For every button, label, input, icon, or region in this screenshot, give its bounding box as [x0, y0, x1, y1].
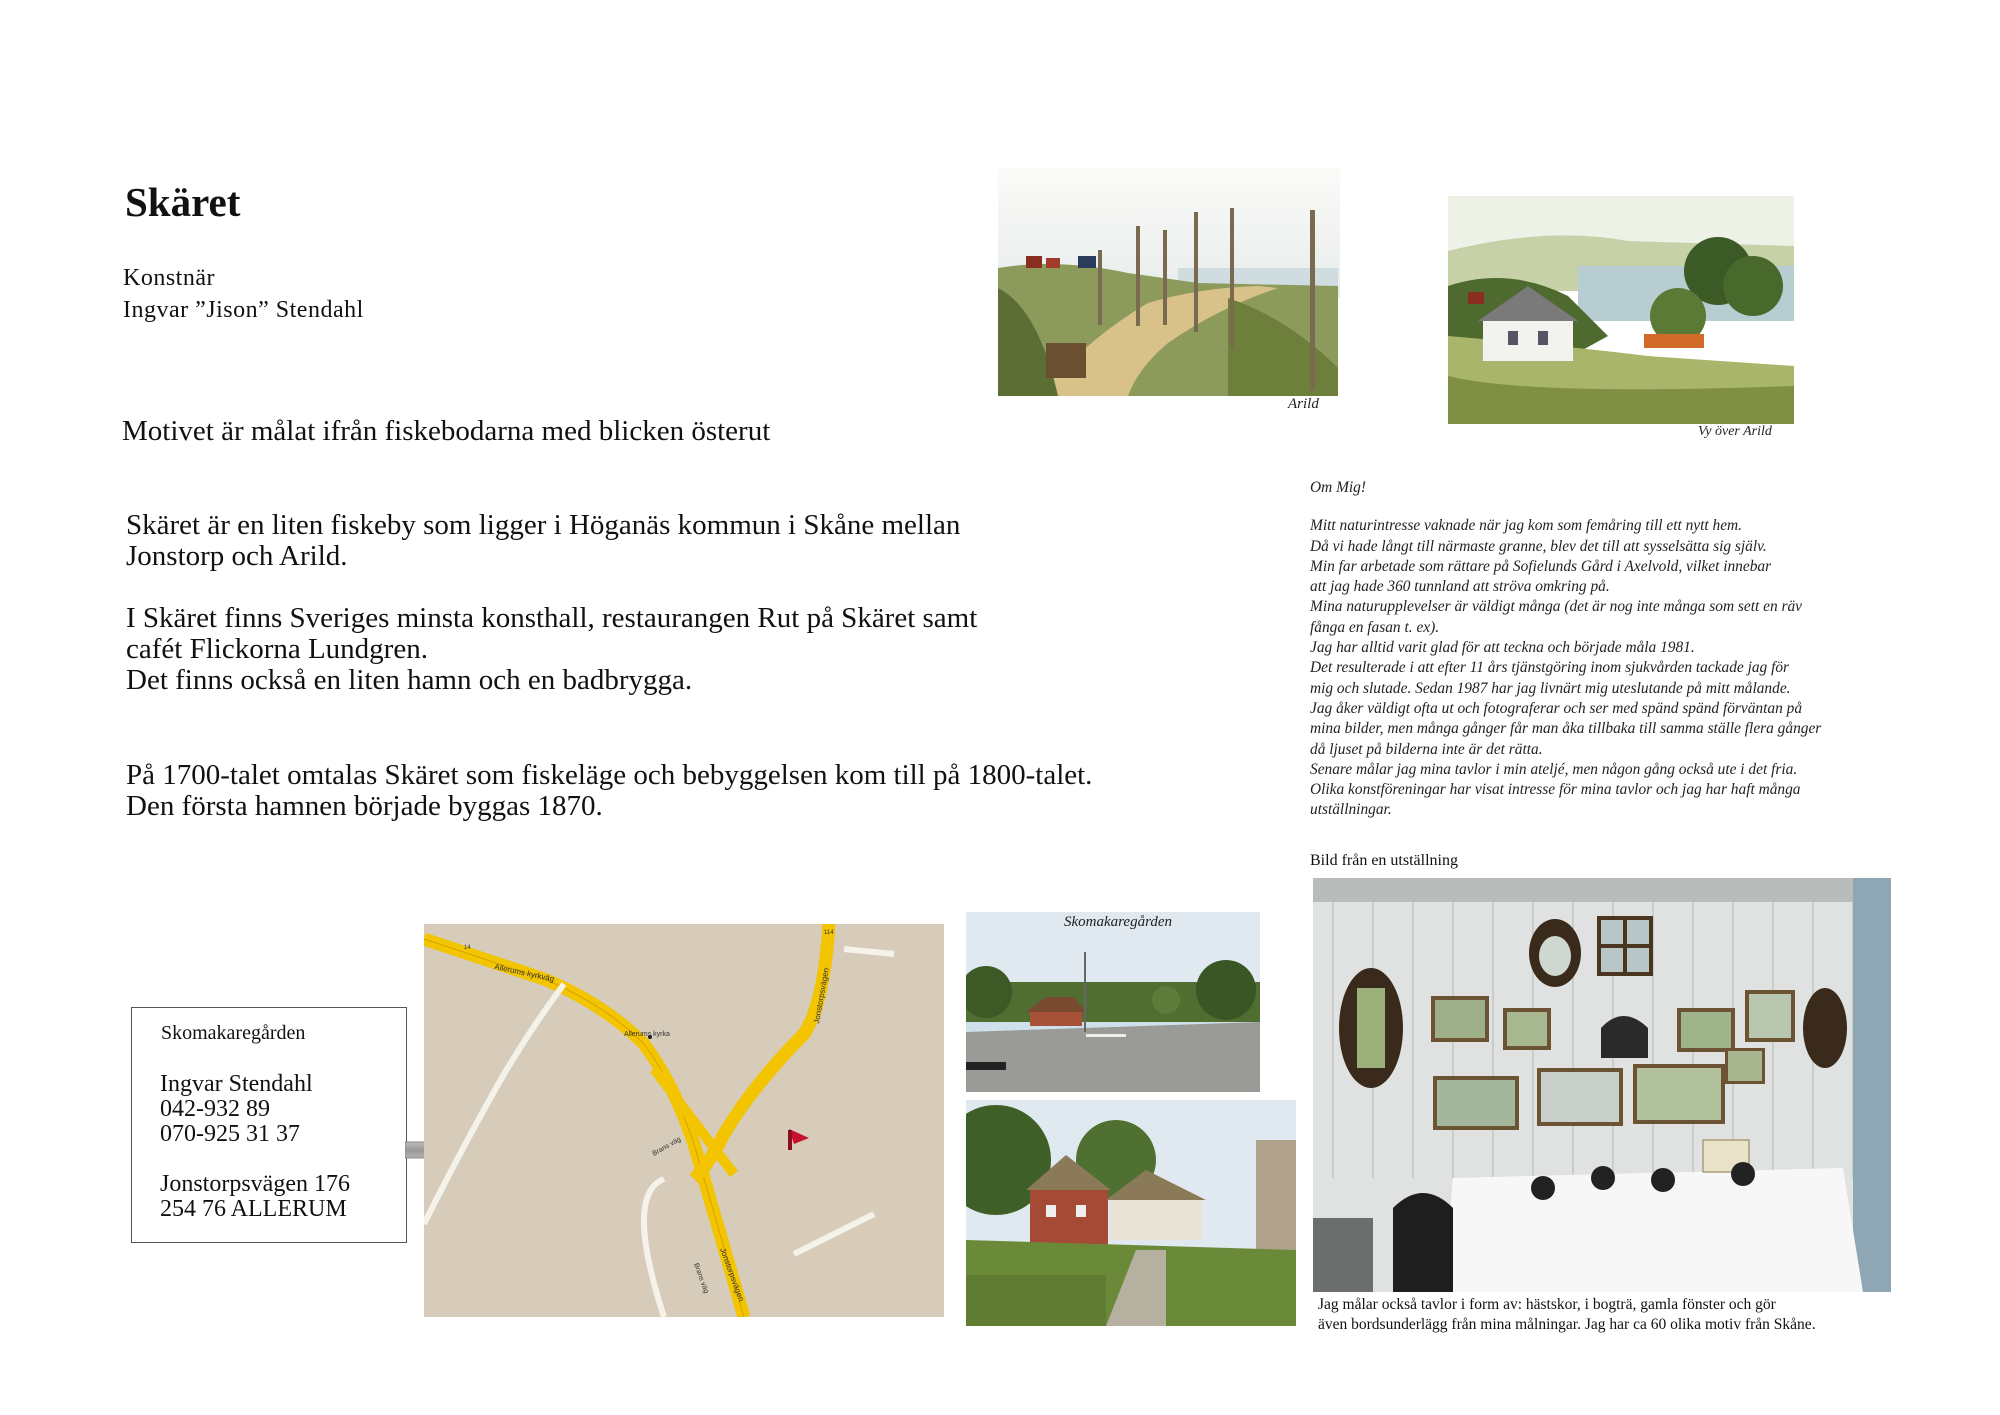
- contact-box: [131, 1007, 407, 1243]
- about-title: Om Mig!: [1310, 479, 1366, 496]
- about-line: Olika konstföreningar har visat intresse för mina tavlor och jag har haft många: [1310, 781, 1801, 799]
- about-line: Det resulterade i att efter 11 års tjänstgöring inom sjukvården tackade jag för: [1310, 659, 1790, 677]
- paragraph-line: cafét Flickorna Lundgren.: [126, 633, 428, 665]
- paragraph-line: Det finns också en liten hamn och en badbrygga.: [126, 664, 693, 696]
- about-line: Jag har alltid varit glad för att teckna och började måla 1981.: [1310, 639, 1695, 657]
- about-line: mig och slutade. Sedan 1987 har jag livnärt mig uteslutande på mitt målande.: [1310, 679, 1791, 697]
- location-map: [424, 924, 944, 1317]
- contact-mobile: 070-925 31 37: [160, 1121, 300, 1147]
- page-title: Skäret: [125, 179, 241, 225]
- photo-skomakaregarden-street: [966, 912, 1260, 1092]
- about-line: Senare målar jag mina tavlor i min ateljé, men någon gång också ute i det fria.: [1310, 760, 1798, 778]
- photo-label-skomakaregarden: Skomakaregården: [1064, 914, 1173, 930]
- about-line: Då vi hade långt till närmaste granne, blev det till att sysselsätta sig själv.: [1310, 537, 1767, 555]
- photo-thatched-house: [966, 1100, 1296, 1326]
- exhibition-caption: [1318, 1295, 1958, 1335]
- map-label-road-number-2: 114: [824, 930, 834, 936]
- map-label-allerums-kyrkvag: Allerums kyrkväg: [493, 962, 556, 984]
- paragraph-line: Den första hamnen började byggas 1870.: [126, 790, 603, 822]
- contact-street: Jonstorpsvägen 176: [160, 1171, 350, 1197]
- paragraph-line: På 1700-talet omtalas Skäret som fiskeläge och bebyggelsen kom till på 1800-talet.: [126, 759, 1093, 791]
- paragraph-line: Skäret är en liten fiskeby som ligger i Höganäs kommun i Skåne mellan: [126, 509, 961, 541]
- painting-caption-vy-over-arild: Vy över Arild: [1698, 424, 1772, 439]
- about-line: mina bilder, men många gånger får man åka tillbaka till samma ställe flera gånger: [1310, 720, 1822, 738]
- map-label-brans-vag-2: Brans väg: [692, 1262, 710, 1295]
- contact-postal: 254 76 ALLERUM: [160, 1196, 347, 1222]
- about-line: utställningar.: [1310, 801, 1392, 819]
- paragraph-1: [126, 510, 1246, 572]
- about-section: [1310, 478, 1900, 821]
- artist-name: Ingvar ”Jison” Stendahl: [123, 297, 364, 323]
- map-label-jonstorpsvagen-2: Jonstorpsvägen: [718, 1246, 746, 1303]
- exhibition-caption-line: Jag målar också tavlor i form av: hästskor, i bogträ, gamla fönster och gör: [1318, 1296, 1776, 1313]
- exhibition-caption-line: även bordsunderlägg från mina målningar. Jag har ca 60 olika motiv från Skåne.: [1318, 1316, 1816, 1333]
- map-label-jonstorpsvagen: Jonstorpsvägen: [812, 967, 831, 1025]
- motif-text: Motivet är målat ifrån fiskebodarna med blicken österut: [122, 415, 771, 447]
- about-line: Min far arbetade som rättare på Sofielunds Gård i Axelvold, vilket innebar: [1310, 557, 1772, 575]
- about-line: Mina naturupplevelser är väldigt många (det är nog inte många som sett en räv: [1310, 598, 1803, 616]
- map-label-road-number: 14: [464, 945, 471, 951]
- painting-vy-over-arild: [1448, 196, 1794, 424]
- paragraph-line: I Skäret finns Sveriges minsta konsthall, restaurangen Rut på Skäret samt: [126, 602, 978, 634]
- painting-arild: [998, 168, 1340, 396]
- about-line: Jag åker väldigt ofta ut och fotograferar och ser med spänd spänd förväntan på: [1310, 699, 1803, 717]
- map-label-church: Allerums kyrka: [624, 1031, 670, 1038]
- painting-caption-arild: Arild: [1288, 396, 1319, 412]
- paragraph-line: Jonstorp och Arild.: [126, 540, 348, 572]
- paragraph-3: [126, 760, 1246, 822]
- map-label-brans-vag: Brans väg: [651, 1135, 683, 1158]
- photo-exhibition: [1313, 878, 1891, 1292]
- artist-block: [123, 262, 364, 326]
- contact-details: [160, 1072, 350, 1222]
- exhibition-label: Bild från en utställning: [1310, 852, 1458, 869]
- about-line: Mitt naturintresse vaknade när jag kom som femåring till ett nytt hem.: [1310, 517, 1743, 535]
- about-line: då ljuset på bilderna inte är det rätta.: [1310, 740, 1543, 758]
- contact-phone: 042-932 89: [160, 1096, 270, 1122]
- contact-name: Ingvar Stendahl: [160, 1071, 313, 1097]
- about-line: att jag hade 360 tunnland att ströva omkring på.: [1310, 578, 1610, 596]
- contact-title: Skomakaregården: [161, 1022, 306, 1044]
- artist-role: Konstnär: [123, 265, 215, 291]
- paragraph-2: [126, 603, 1246, 696]
- about-line: fånga en fasan t. ex).: [1310, 618, 1440, 636]
